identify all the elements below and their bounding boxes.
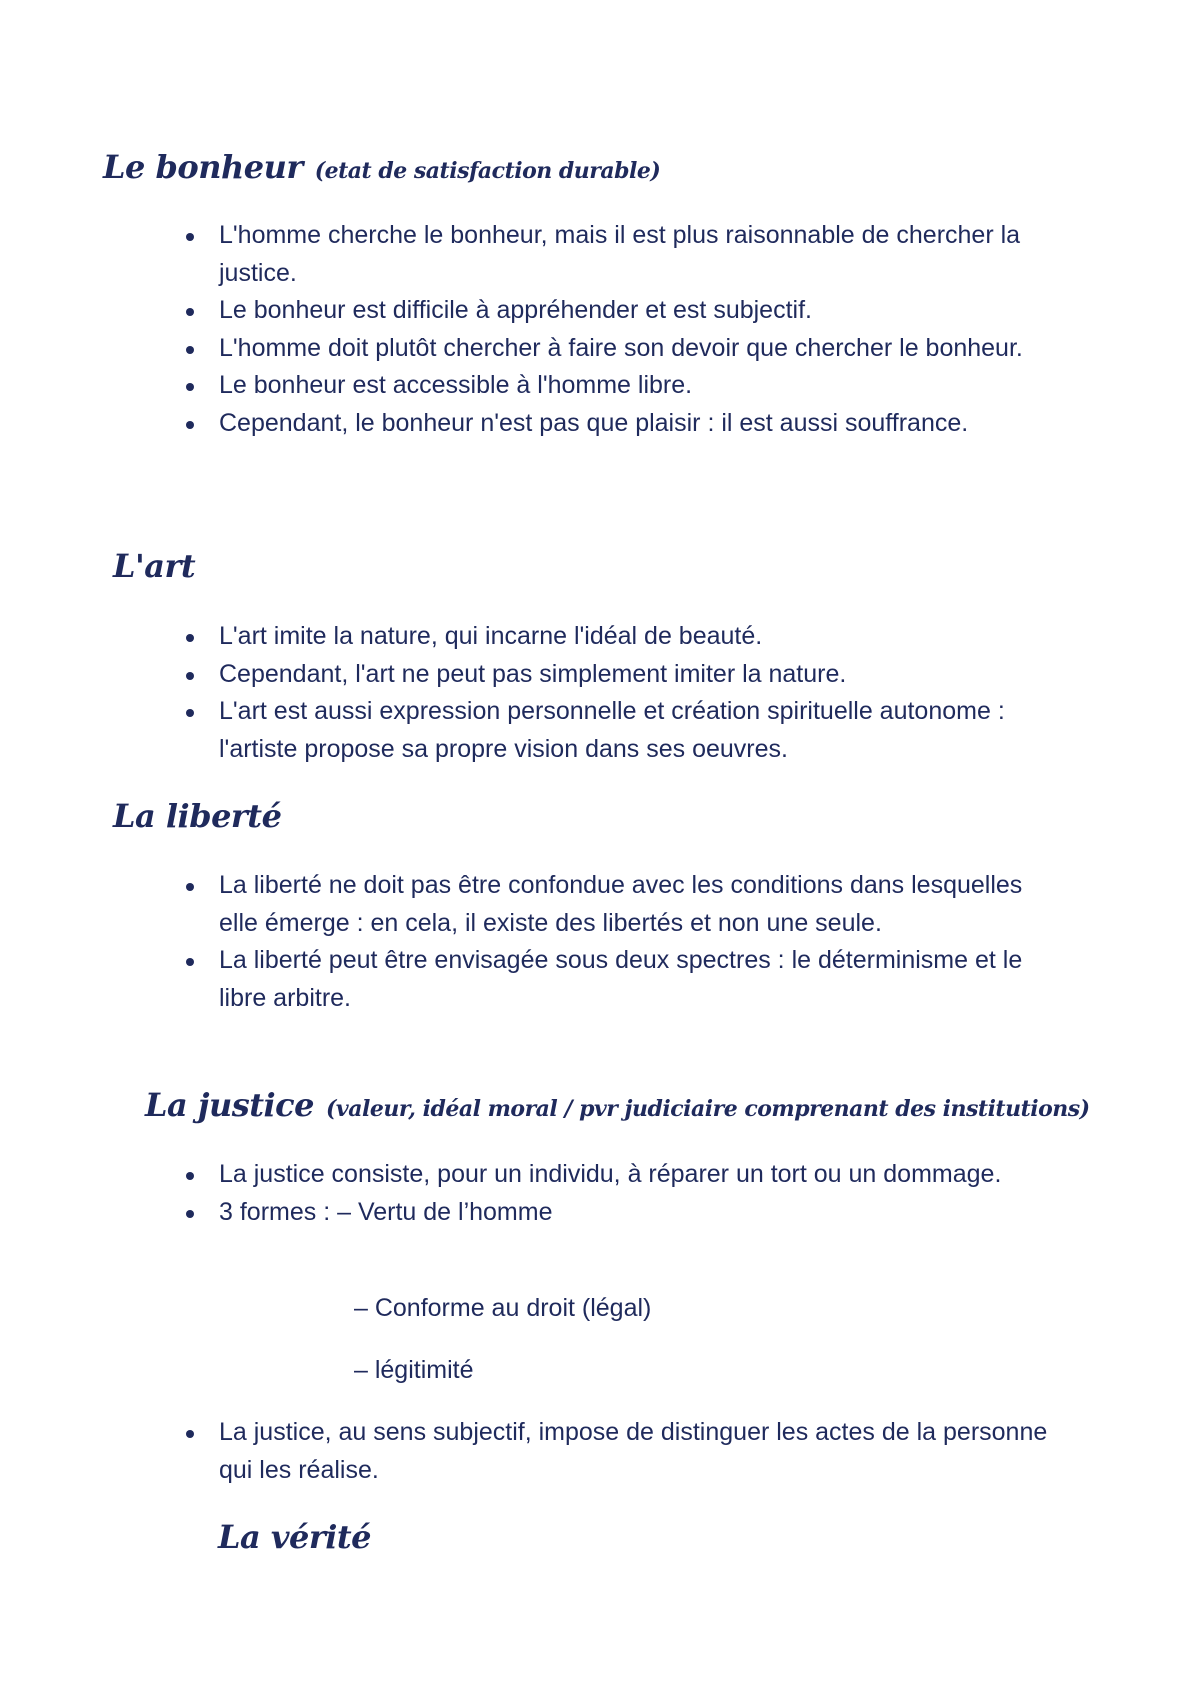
- section-heading-verite: [218, 1518, 371, 1556]
- section-title: La liberté: [113, 797, 282, 835]
- list-item: L'art est aussi expression personnelle et création spirituelle autonome : l'artiste propose sa propre vision dans ses oeuvres.: [183, 693, 1063, 768]
- list-item: Le bonheur est accessible à l'homme libre.: [183, 367, 1063, 405]
- section-title: La vérité: [218, 1518, 371, 1556]
- bullet-list-justice: [183, 1156, 1063, 1231]
- list-item: L'homme cherche le bonheur, mais il est plus raisonnable de chercher la justice.: [183, 217, 1063, 292]
- list-item: Cependant, le bonheur n'est pas que plaisir : il est aussi souffrance.: [183, 405, 1063, 443]
- list-item: 3 formes : – Vertu de l’homme: [183, 1194, 1063, 1232]
- list-item: La liberté peut être envisagée sous deux spectres : le déterminisme et le libre arbitre.: [183, 942, 1063, 1017]
- section-heading-art: [113, 547, 195, 585]
- bullet-list-art: [183, 618, 1063, 768]
- section-title: Le bonheur: [103, 148, 303, 186]
- section-title: La justice: [145, 1086, 315, 1124]
- section-subtitle: (valeur, idéal moral / pvr judiciaire comprenant des institutions): [326, 1096, 1090, 1122]
- list-item: L'homme doit plutôt chercher à faire son devoir que chercher le bonheur.: [183, 330, 1063, 368]
- section-heading-liberte: [113, 797, 281, 835]
- section-subtitle: (etat de satisfaction durable): [314, 158, 661, 184]
- bullet-list-liberte: [183, 867, 1063, 1017]
- indented-sub-line: – légitimité: [354, 1356, 474, 1384]
- list-item: La justice consiste, pour un individu, à réparer un tort ou un dommage.: [183, 1156, 1063, 1194]
- section-heading-bonheur: [103, 148, 660, 186]
- list-item: Le bonheur est difficile à appréhender et est subjectif.: [183, 292, 1063, 330]
- section-heading-justice: [145, 1086, 1090, 1124]
- list-item: Cependant, l'art ne peut pas simplement imiter la nature.: [183, 656, 1063, 694]
- list-item: L'art imite la nature, qui incarne l'idéal de beauté.: [183, 618, 1063, 656]
- list-item: La justice, au sens subjectif, impose de distinguer les actes de la personne qui les réalise.: [183, 1414, 1063, 1489]
- bullet-list-bonheur: [183, 217, 1063, 442]
- section-title: L'art: [113, 547, 196, 585]
- bullet-list-justice-continued: [183, 1414, 1063, 1489]
- list-item: La liberté ne doit pas être confondue avec les conditions dans lesquelles elle émerge : en cela, il existe des libertés et non une seule.: [183, 867, 1063, 942]
- indented-sub-line: – Conforme au droit (légal): [354, 1294, 652, 1322]
